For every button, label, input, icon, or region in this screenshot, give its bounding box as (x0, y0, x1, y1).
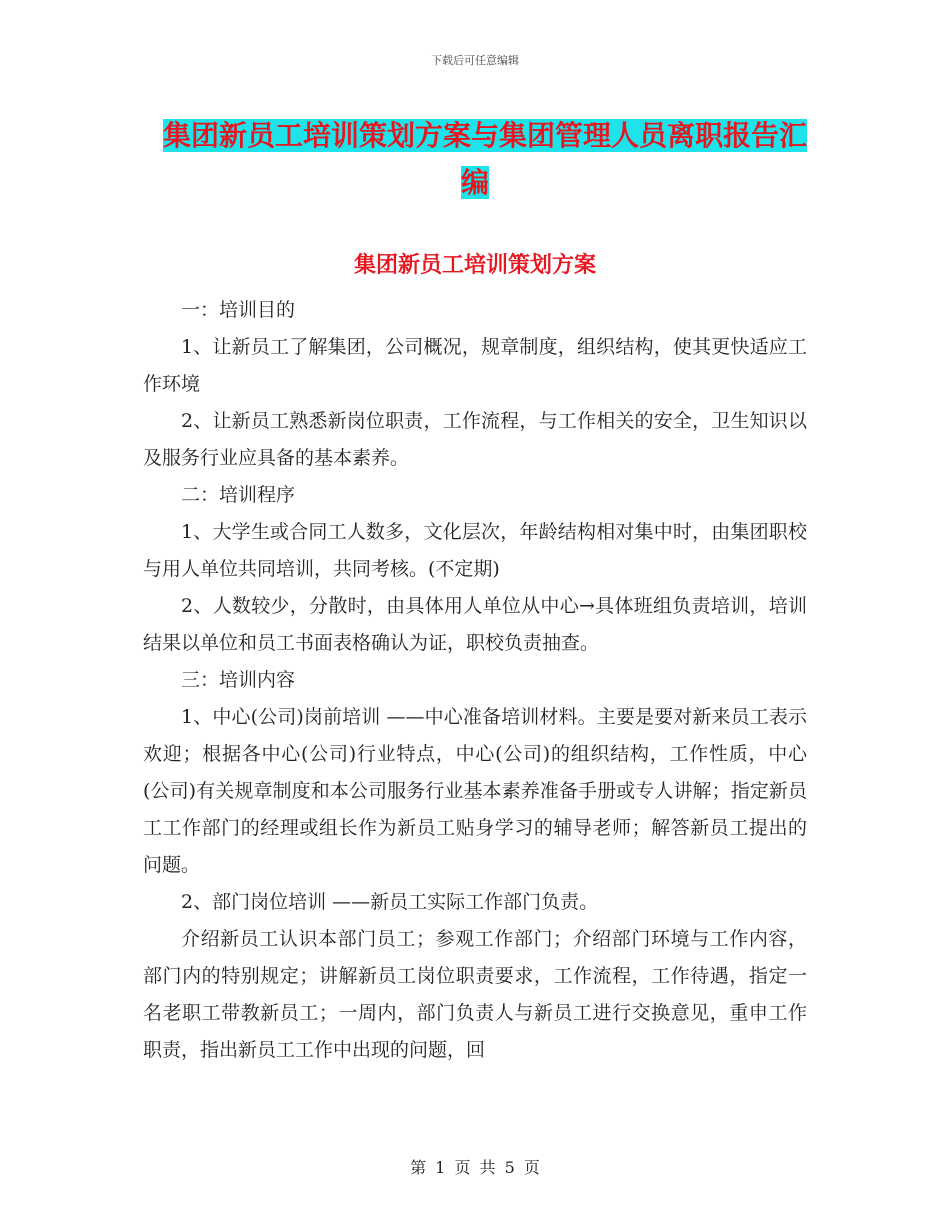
paragraph: 2、让新员工熟悉新岗位职责，工作流程，与工作相关的安全，卫生知识以及服务行业应具备的基本素养。 (143, 410, 807, 469)
title-line-1: 集团新员工培训策划方案与集团管理人员离职报告汇 (162, 119, 807, 152)
header-note: 下载后可任意编辑 (431, 54, 519, 67)
section-title: 集团新员工培训策划方案 (353, 253, 596, 278)
paragraph: 2、部门岗位培训 ——新员工实际工作部门负责。 (181, 891, 599, 913)
document-title (143, 112, 807, 206)
heading-training-content: 三：培训内容 (181, 669, 296, 691)
page-number: 第 1 页 共 5 页 (410, 1158, 540, 1177)
document-body (143, 292, 807, 1069)
paragraph: 1、中心(公司)岗前培训 ——中心准备培训材料。主要是要对新来员工表示欢迎；根据各中心(公司)行业特点，中心(公司)的组织结构，工作性质，中心(公司)有关规章制度和本公司服务行业基本素养准备手册或专人讲解；指定新员工工作部门的经理或组长作为新员工贴身学习的辅导老师；解答新员工提出的问题。 (143, 706, 807, 876)
title-line-2: 编 (460, 166, 489, 199)
paragraph: 1、让新员工了解集团，公司概况，规章制度，组织结构，使其更快适应工作环境 (143, 336, 807, 395)
paragraph: 2、人数较少，分散时，由具体用人单位从中心→具体班组负责培训，培训结果以单位和员工书面表格确认为证，职校负责抽查。 (143, 595, 807, 654)
heading-training-purpose: 一：培训目的 (181, 299, 296, 321)
paragraph: 介绍新员工认识本部门员工；参观工作部门；介绍部门环境与工作内容，部门内的特别规定；讲解新员工岗位职责要求，工作流程，工作待遇，指定一名老职工带教新员工；一周内，部门负责人与新员工进行交换意见，重申工作职责，指出新员工工作中出现的问题，回 (143, 928, 807, 1061)
heading-training-procedure: 二：培训程序 (181, 484, 296, 506)
paragraph: 1、大学生或合同工人数多，文化层次，年龄结构相对集中时，由集团职校与用人单位共同培训，共同考核。(不定期) (143, 521, 807, 580)
